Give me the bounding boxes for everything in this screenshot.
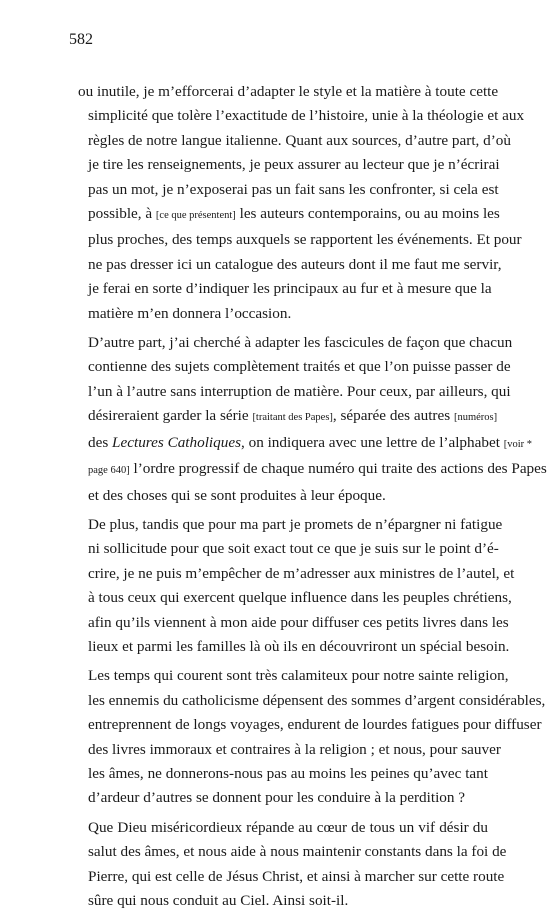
text-run: lieux et parmi les familles là où ils en découvriront un spécial besoin.	[88, 637, 510, 655]
editorial-insert: [voir *	[503, 438, 533, 450]
text-run: plus proches, des temps auxquels se rapportent les événements. Et pour	[88, 231, 522, 249]
text-run: entreprennent de longs voyages, endurent de lourdes fatigues pour diffuser	[88, 716, 542, 734]
text-line	[78, 457, 547, 483]
text-run: sûre qui nous conduit au Ciel. Ainsi soit-il.	[88, 892, 349, 909]
page-number: 582	[69, 31, 93, 48]
text-line	[78, 355, 511, 379]
text-run: les âmes, ne donnerons-nous pas au moins les peines qu’avec tant	[88, 764, 488, 782]
text-line	[78, 484, 488, 508]
text-line	[78, 840, 507, 864]
editorial-insert: [traitant des Papes]	[252, 412, 333, 424]
text-line	[78, 431, 533, 457]
text-run: ne pas dresser ici un catalogue des auteurs dont il me faut me servir,	[88, 255, 502, 273]
text-line	[78, 611, 509, 635]
text-line	[78, 331, 513, 355]
text-line	[78, 129, 511, 153]
text-run: pas un mot, je n’exposerai pas un fait sans les confronter, si cela est	[88, 180, 499, 198]
text-line	[78, 713, 542, 737]
text-line	[78, 762, 488, 786]
text-line	[78, 104, 525, 128]
text-run: je ferai en sorte d’indiquer les principaux au fur et à mesure que la	[88, 280, 492, 298]
text-run: ni sollicitude pour que soit exact tout ce que je suis sur le point d’é-	[88, 540, 499, 558]
text-run: Que Dieu miséricordieux répande au cœur de tous un vif désir du	[88, 818, 488, 836]
text-line	[78, 586, 512, 610]
text-run: salut des âmes, et nous aide à nous maintenir constants dans la foi de	[88, 843, 507, 861]
text-line	[78, 178, 499, 202]
text-run: d’ardeur d’autres se donnent pour les conduire à la perdition ?	[88, 789, 466, 807]
text-run: désireraient garder la série	[88, 407, 253, 425]
text-run: les auteurs contemporains, ou au moins les	[235, 205, 500, 223]
italic-title: Lectures Catholiques	[112, 433, 241, 451]
text-run: je tire les renseignements, je peux assurer au lecteur que je n’écrirai	[88, 156, 500, 174]
body-text	[78, 80, 547, 913]
editorial-insert: page 640]	[88, 465, 130, 477]
text-line	[78, 562, 515, 586]
text-line	[78, 865, 505, 889]
text-run: des	[88, 433, 113, 451]
text-run: et des choses qui se sont produites à leur époque.	[88, 486, 386, 504]
text-run: , séparée des autres	[332, 407, 454, 425]
editorial-insert: [ce que présentent]	[155, 210, 236, 222]
text-line	[78, 80, 499, 104]
text-run: Pierre, qui est celle de Jésus Christ, et ainsi à marcher sur cette route	[88, 867, 505, 885]
text-line	[78, 689, 546, 713]
text-line	[78, 635, 510, 659]
text-line	[78, 816, 488, 840]
text-line	[78, 537, 499, 561]
text-run: contienne des sujets complètement traités et que l’on puisse passer de	[88, 358, 511, 376]
text-run: matière m’en donnera l’occasion.	[88, 304, 292, 322]
text-line	[78, 404, 498, 430]
text-run: à tous ceux qui exercent quelque influence dans les peuples chrétiens,	[88, 589, 512, 607]
text-line	[78, 786, 488, 810]
text-run: afin qu’ils viennent à mon aide pour diffuser ces petits livres dans les	[88, 613, 509, 631]
text-line	[78, 253, 502, 277]
text-run: simplicité que tolère l’exactitude de l’histoire, unie à la théologie et aux	[88, 107, 525, 125]
text-line	[78, 202, 500, 228]
text-run: D’autre part, j’ai cherché à adapter les fascicules de façon que chacun	[88, 334, 513, 352]
text-run: les ennemis du catholicisme dépensent des sommes d’argent considérables,	[88, 691, 546, 709]
text-line	[78, 664, 509, 688]
text-line	[78, 302, 488, 326]
text-run: possible, à	[88, 205, 156, 223]
text-run: l’ordre progressif de chaque numéro qui traite des actions des Papes	[129, 460, 547, 478]
text-line	[78, 153, 500, 177]
text-line	[78, 277, 492, 301]
text-line	[78, 889, 488, 913]
text-run: crire, je ne puis m’empêcher de m’adresser aux ministres de l’autel, et	[88, 564, 515, 582]
text-run: des livres immoraux et contraires à la religion ; et nous, pour sauver	[88, 740, 501, 758]
text-run: , on indiquera avec une lettre de l’alphabet	[241, 433, 504, 451]
text-run: De plus, tandis que pour ma part je promets de n’épargner ni fatigue	[88, 515, 503, 533]
text-run: l’un à l’autre sans interruption de matière. Pour ceux, par ailleurs, qui	[88, 382, 511, 400]
text-line	[78, 380, 511, 404]
text-line	[78, 513, 503, 537]
editorial-insert: [numéros]	[453, 412, 498, 424]
text-line	[78, 228, 522, 252]
text-line	[78, 738, 501, 762]
text-run: ou inutile, je m’efforcerai d’adapter le style et la matière à toute cette	[78, 83, 499, 100]
text-run: règles de notre langue italienne. Quant aux sources, d’autre part, d’où	[88, 131, 511, 149]
text-run: Les temps qui courent sont très calamiteux pour notre sainte religion,	[88, 667, 509, 685]
